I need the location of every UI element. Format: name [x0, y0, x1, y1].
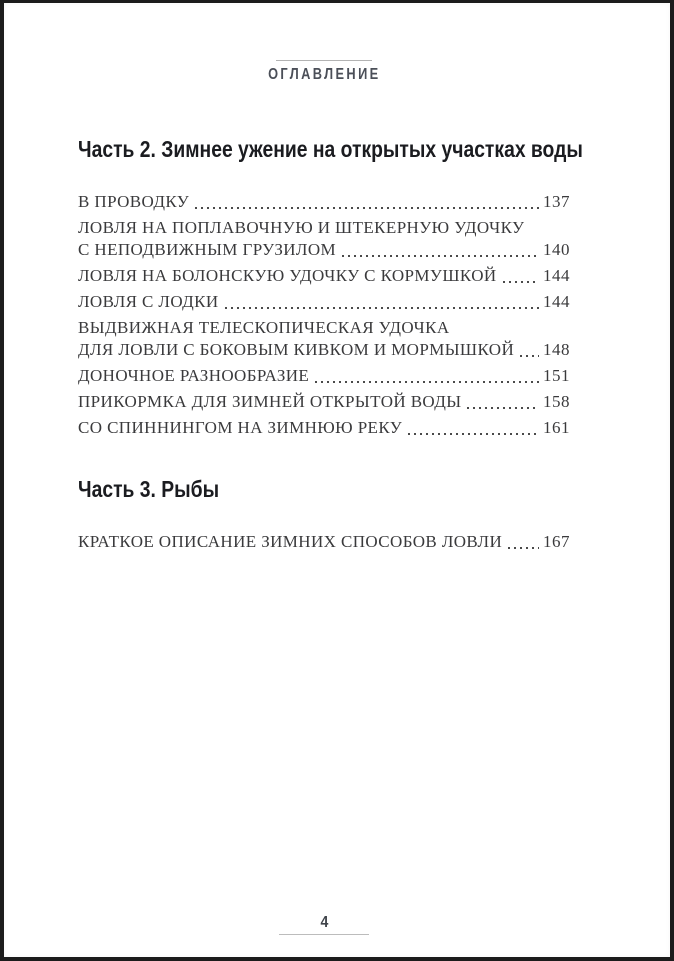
toc-entry	[78, 191, 570, 213]
section-title-wrap	[78, 136, 583, 165]
toc-header	[78, 3, 570, 84]
toc-entry	[78, 365, 570, 387]
dot-leader	[467, 407, 539, 409]
header-rule	[276, 60, 372, 61]
entry-last-row	[78, 391, 570, 413]
entry-lines	[78, 365, 570, 387]
entry-last-row	[78, 191, 570, 213]
entry-page-number: 161	[543, 418, 570, 437]
entry-last-row	[78, 531, 570, 553]
entry-lines	[78, 191, 570, 213]
page-footer	[78, 914, 570, 935]
entry-title-line: СО СПИННИНГОМ НА ЗИМНЮЮ РЕКУ	[78, 418, 403, 437]
entry-title-line: ЛОВЛЯ С ЛОДКИ	[78, 292, 219, 311]
toc-entry	[78, 417, 570, 439]
entry-page-number: 144	[543, 292, 570, 311]
entry-title-line: ВЫДВИЖНАЯ ТЕЛЕСКОПИЧЕСКАЯ УДОЧКА	[78, 318, 450, 337]
toc-section	[78, 477, 570, 553]
entry-title-line: КРАТКОЕ ОПИСАНИЕ ЗИМНИХ СПОСОБОВ ЛОВЛИ	[78, 532, 503, 551]
dot-leader	[520, 355, 539, 357]
toc-entry	[78, 391, 570, 413]
entry-title-line: ДЛЯ ЛОВЛИ С БОКОВЫМ КИВКОМ И МОРМЫШКОЙ	[78, 340, 515, 359]
dot-leader	[408, 433, 539, 435]
entry-title-line: С НЕПОДВИЖНЫМ ГРУЗИЛОМ	[78, 240, 337, 259]
entry-title-line: ДОНОЧНОЕ РАЗНООБРАЗИЕ	[78, 366, 310, 385]
page-heading: ОГЛАВЛЕНИЕ	[267, 66, 381, 83]
entry-last-row	[78, 265, 570, 287]
entry-lines	[78, 417, 570, 439]
dot-leader	[315, 381, 539, 383]
entry-lines	[78, 217, 570, 261]
entry-lines	[78, 265, 570, 287]
entry-lines	[78, 391, 570, 413]
entry-page-number: 151	[543, 366, 570, 385]
section-entries	[78, 191, 570, 439]
section-title: Часть 3. Рыбы	[78, 476, 220, 502]
section-title: Часть 2. Зимнее ужение на открытых участках воды	[78, 136, 583, 162]
toc-entry	[78, 265, 570, 287]
entry-page-number: 140	[543, 240, 570, 259]
entry-page-number: 148	[543, 340, 570, 359]
toc-section	[78, 136, 583, 439]
entry-title-line: В ПРОВОДКУ	[78, 192, 190, 211]
entry-lines	[78, 531, 570, 553]
section-title-wrap	[78, 477, 570, 505]
entry-title-line: ПРИКОРМКА ДЛЯ ЗИМНЕЙ ОТКРЫТОЙ ВОДЫ	[78, 392, 462, 411]
footer-rule	[279, 934, 369, 935]
entry-page-number: 137	[543, 192, 570, 211]
section-entries	[78, 531, 570, 553]
entry-title-line: ЛОВЛЯ НА ПОПЛАВОЧНУЮ И ШТЕКЕРНУЮ УДОЧКУ	[78, 218, 525, 237]
toc-sections	[78, 136, 583, 553]
entry-page-number: 144	[543, 266, 570, 285]
dot-leader	[503, 281, 539, 283]
dot-leader	[508, 547, 539, 549]
dot-leader	[342, 255, 539, 257]
entry-title-line: ЛОВЛЯ НА БОЛОНСКУЮ УДОЧКУ С КОРМУШКОЙ	[78, 266, 497, 285]
toc-entry	[78, 217, 570, 261]
entry-lines	[78, 317, 570, 361]
entry-last-row	[78, 339, 570, 361]
toc-entry	[78, 317, 570, 361]
folio-page-number: 4	[320, 914, 328, 931]
toc-entry	[78, 291, 570, 313]
dot-leader	[195, 207, 539, 209]
entry-last-row	[78, 365, 570, 387]
dot-leader	[225, 307, 539, 309]
page-content	[78, 3, 583, 557]
entry-last-row	[78, 291, 570, 313]
entry-page-number: 158	[543, 392, 570, 411]
entry-lines	[78, 291, 570, 313]
entry-last-row	[78, 417, 570, 439]
toc-entry	[78, 531, 570, 553]
entry-last-row	[78, 239, 570, 261]
entry-page-number: 167	[543, 532, 570, 551]
